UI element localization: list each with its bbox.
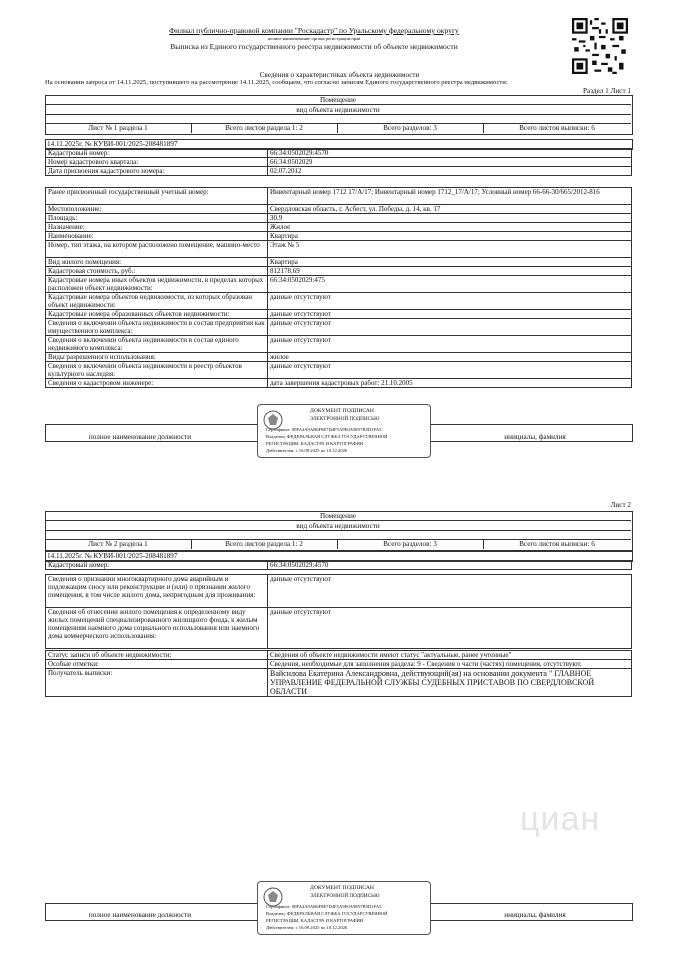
- table-row: Виды разрешенного использования: жилое: [46, 353, 632, 362]
- sheets-total: Всего листов выписки: 6: [519, 124, 595, 132]
- sheets-total-2: Всего листов выписки: 6: [519, 540, 595, 548]
- section-sheet: Раздел 1 Лист 1: [583, 87, 631, 95]
- signature-position-label: полное наименование должности: [88, 433, 192, 441]
- signature-position-label-2: полное наименование должности: [88, 911, 192, 919]
- table-row: Сведения о кадастровом инженере: дата завершения кадастровых работ: 21.10.2005: [46, 379, 632, 388]
- org-name: Филиал публично-правовой компании "Роскадастр" по Уральскому федеральному округу: [169, 26, 459, 35]
- doc-number: 14.11.2025г. № КУВИ-001/2025-208481897: [47, 140, 178, 148]
- sheet2-label: Лист 2: [610, 501, 631, 509]
- cadastral-table: [45, 148, 632, 176]
- table-row: Площадь: 30.9: [46, 214, 632, 223]
- table-row: Сведения о включении объекта недвижимости в состав единого недвижимого комплекса: данные отсутствуют: [46, 336, 632, 353]
- table-row: Ранее присвоенный государственный учетный номер: Инвентарный номер 1712 17/А/17; Инвентарный номер 1712_17/А/17; Условный номер 66-66-30/665/2012-816: [46, 188, 632, 205]
- sheet2-cadastral: [45, 560, 632, 570]
- table-row: Кадастровые номера иных объектов недвижимости, в пределах которых расположен объект недвижимости: 66:34:0502029:475: [46, 276, 632, 293]
- object-type-2: Помещение: [320, 512, 356, 520]
- table-row: Кадастровый номер: 66:34:0502029:4570: [46, 149, 632, 158]
- sheets-in-section: Всего листов раздела 1: 2: [225, 124, 303, 132]
- doc-number-2: 14.11.2025г. № КУВИ-001/2025-208481897: [47, 552, 178, 560]
- sheets-in-section-2: Всего листов раздела 1: 2: [225, 540, 303, 548]
- object-type-caption-2: вид объекта недвижимости: [296, 522, 380, 530]
- table-row: Наименование: Квартира: [46, 232, 632, 241]
- table-row: Местоположение: Свердловская область, г. Асбест, ул. Победы, д. 14, кв. 17: [46, 205, 632, 214]
- table-row: Дата присвоения кадастрового номера: 02.07.2012: [46, 167, 632, 176]
- sections-total: Всего разделов: 3: [383, 124, 437, 132]
- table-row: Сведения о включении объекта недвижимости в реестр объектов культурного наследия: данные отсутствуют: [46, 362, 632, 379]
- sheet-number-2: Лист № 2 раздела 1: [88, 540, 148, 548]
- table-row: Особые отметки: Сведения, необходимые для заполнения раздела: 9 - Сведения о части (частях) помещения, отсутствуют.: [46, 660, 632, 669]
- characteristics-table: [45, 187, 632, 388]
- table-row: Статус записи об объекте недвижимости: Сведения об объекте недвижимости имеют статус "актуальные, ранее учтенные": [46, 651, 632, 660]
- table-row: Назначение: Жилое: [46, 223, 632, 232]
- table-row: Сведения о включении объекта недвижимости в состав предприятия как имущественного комплекса: данные отсутствуют: [46, 319, 632, 336]
- table-row: Номер кадастрового квартала: 66:34:0502029: [46, 158, 632, 167]
- signature-name-label: инициалы, фамилия: [504, 433, 566, 441]
- document-title: Выписка из Единого государственного реестра недвижимости об объекте недвижимости: [170, 42, 458, 51]
- sheet-number: Лист № 1 раздела 1: [88, 124, 148, 132]
- table-row: Кадастровые номера образованных объектов недвижимости: данные отсутствуют: [46, 310, 632, 319]
- e-signature-stamp-1: ДОКУМЕНТ ПОДПИСАН ЭЛЕКТРОННОЙ ПОДПИСЬЮ Сертификат: 00FA4A9AB6F8E7D4F5A9E0A9E97B5D1FA5 Владелец: ФЕДЕРАЛЬНАЯ СЛУЖБА ГОСУДАРСТВЕННОЙ РЕГИСТРАЦИИ, КАДАСТРА И КАРТОГРАФИИ Действителен: с 16.09.2025 по 10.12.2026: [257, 404, 431, 458]
- object-type: Помещение: [320, 96, 356, 104]
- table-row: Вид жилого помещения: Квартира: [46, 258, 632, 267]
- section-title: Сведения о характеристиках объекта недвижимости: [259, 71, 420, 79]
- table-row: Получатель выписки: Вайсилова Екатерина Александровна, действующий(ая) на основании документа " ГЛАВНОЕ УПРАВЛЕНИЕ ФЕДЕРАЛЬНОЙ СЛУЖБЫ СУДЕБНЫХ ПРИСТАВОВ ПО СВЕРДЛОВСКОЙ ОБЛАСТИ: [46, 669, 632, 697]
- table-row: Кадастровые номера объектов недвижимости, из которых образован объект недвижимости: данные отсутствуют: [46, 293, 632, 310]
- watermark-logo: циан: [520, 800, 601, 838]
- e-signature-stamp-2: ДОКУМЕНТ ПОДПИСАН ЭЛЕКТРОННОЙ ПОДПИСЬЮ Сертификат: 00FA4A9AB6F8E7D4F5A9E0A9E97B5D1FA5 Владелец: ФЕДЕРАЛЬНАЯ СЛУЖБА ГОСУДАРСТВЕННОЙ РЕГИСТРАЦИИ, КАДАСТРА И КАРТОГРАФИИ Действителен: с 16.09.2025 по 10.12.2026: [257, 881, 431, 935]
- sheet2-table-2: [45, 650, 632, 697]
- sheet2-table: [45, 574, 632, 649]
- signature-name-label-2: инициалы, фамилия: [504, 911, 566, 919]
- sections-total-2: Всего разделов: 3: [383, 540, 437, 548]
- table-row: Номер, тип этажа, на котором расположено помещение, машино-место Этаж № 5: [46, 241, 632, 258]
- object-type-caption: вид объекта недвижимости: [296, 106, 380, 114]
- table-row: Сведения об отнесении жилого помещения к определенному виду жилых помещений специализированного жилищного фонда, к жилым помещениям наемного дома социального использования или наемного дома коммерческого использования: данные отсутствуют: [46, 608, 632, 649]
- table-row: Кадастровая стоимость, руб.: 812178.69: [46, 267, 632, 276]
- request-text: На основании запроса от 14.11.2025, поступившего на рассмотрение 14.11.2025, сообщаем, что согласно записям Единого государственного реестра недвижимости:: [45, 79, 508, 86]
- table-row: Сведения о признании многоквартирного дома аварийным и подлежащим сносу или реконструкции и (или) о признании жилого помещения, в том числе жилого дома, непригодным для проживания: данные отсутствуют: [46, 575, 632, 608]
- table-row: Кадастровый номер: 66:34:0502029:4570: [46, 561, 632, 570]
- org-caption: полное наименование органа регистрации прав: [267, 36, 361, 41]
